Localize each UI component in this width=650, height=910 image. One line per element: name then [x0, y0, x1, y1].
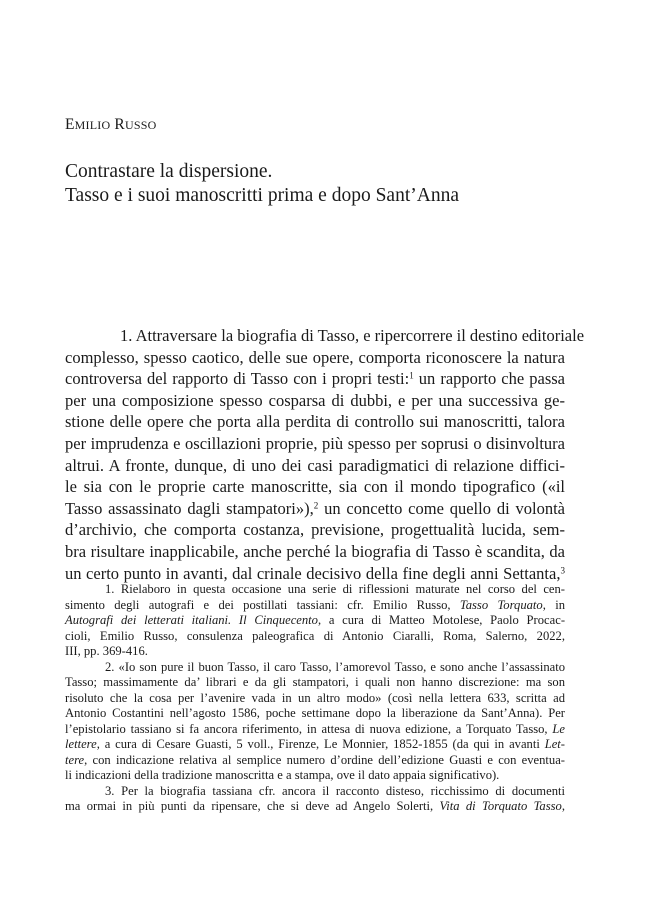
article-title: [65, 160, 585, 208]
footnote-ref-3[interactable]: 3: [560, 565, 565, 576]
author-name: EMILIO RUSSO: [65, 116, 157, 133]
body-line: d’archivio, che comporta costanza, previsione, progettualità lucida, sem-: [65, 520, 565, 540]
footnote-ref-1[interactable]: 1: [409, 370, 414, 381]
footnote-1-line: Autografi dei letterati italiani. Il Cinquecento, a cura di Matteo Motolese, Paolo Procac-: [65, 613, 566, 627]
footnote-2-line: 2. «Io son pure il buon Tasso, il caro Tasso, l’amorevol Tasso, e sono anche l’assassinato: [105, 659, 565, 674]
body-line: un certo punto in avanti, dal crinale decisivo della fine degli anni Settanta,$^3$: [65, 563, 565, 583]
footnotes: [65, 582, 565, 815]
title-line-1: Contrastare la dispersione.: [65, 161, 273, 182]
body-line: controversa del rapporto di Tasso con i propri testi:$^1$ un rapporto che passa: [65, 369, 565, 389]
footnote-2-line: tere, con indicazione relativa al semplice numero d’ordine dell’edizione Guasti e con eventua-: [65, 752, 565, 767]
body-line: per imprudenza e oscillazioni proprie, più spesso per soprusi o disinvoltura: [65, 433, 565, 453]
footnote-ref-2[interactable]: 2: [313, 500, 319, 511]
footnote-1-line: III, pp. 369-416.: [65, 644, 148, 658]
body-line: Tasso assassinato dagli stampatori»),$^2$ un concetto come quello di volontà: [65, 498, 565, 518]
title-line-2: Tasso e i suoi manoscritti prima e dopo Sant’Anna: [65, 185, 459, 206]
footnote-1-line: cioli, Emilio Russo, consulenza paleografica di Antonio Ciaralli, Roma, Salerno, 2022,: [65, 628, 565, 643]
footnote-2-line: l’epistolario tassiano si fa ancora riferimento, in attesa di nuova edizione, a Torquato Tasso, Le: [65, 721, 565, 736]
footnote-1-line: simento degli autografi e dei postillati tassiani: cfr. Emilio Russo, Tasso Torquato, in: [65, 597, 566, 612]
footnote-3-line: ma ormai in più punti da ripensare, che si deve ad Angelo Solerti, Vita di Torquato Tasso,: [65, 799, 565, 813]
body-line: bra risultare inapplicabile, anche perché la biografia di Tasso è scandita, da: [65, 541, 565, 561]
body-line: stione delle opere che porta alla perdita di controllo sui manoscritti, talora: [65, 412, 565, 432]
body-line: per una composizione spesso cosparsa di dubbi, e per una successiva ge-: [65, 390, 565, 410]
footnote-2-line: lettere, a cura di Cesare Guasti, 5 voll., Firenze, Le Monnier, 1852-1855 (da qui in avanti Let-: [65, 737, 565, 751]
footnote-3-line: 3. Per la biografia tassiana cfr. ancora il racconto disteso, ricchissimo di documenti: [105, 783, 565, 798]
body-line: 1. Attraversare la biografia di Tasso, e ripercorrere il destino editoriale: [120, 326, 585, 345]
footnote-2-line: risoluto che la cosa per l’avenire vada in un altro modo» (così nella lettera 633, scritta ad: [65, 690, 565, 705]
body-line: complesso, spesso caotico, delle sue opere, comporta riconoscere la natura: [65, 347, 565, 367]
footnote-2-line: li indicazioni della tradizione manoscritta e a stampa, ove il dato appaia significativo).: [65, 768, 500, 782]
footnote-2-line: Antonio Costantini nell’agosto 1586, poche settimane dopo la liberazione da Sant’Anna). Per: [65, 706, 565, 720]
body-line: altrui. A fronte, dunque, di uno dei casi paradigmatici di relazione diffici-: [65, 455, 565, 475]
body-paragraph: [65, 325, 585, 584]
body-line: le sia con le proprie carte manoscritte, sia con il mondo tipografico («il: [65, 477, 565, 497]
footnote-2-line: Tasso; massimamente da’ librari e da gli stampatori, i quali non hanno discrezione: ma son: [65, 675, 565, 689]
footnote-1-line: 1. Rielaboro in questa occasione una serie di riflessioni maturate nel corso del cen-: [105, 582, 565, 596]
